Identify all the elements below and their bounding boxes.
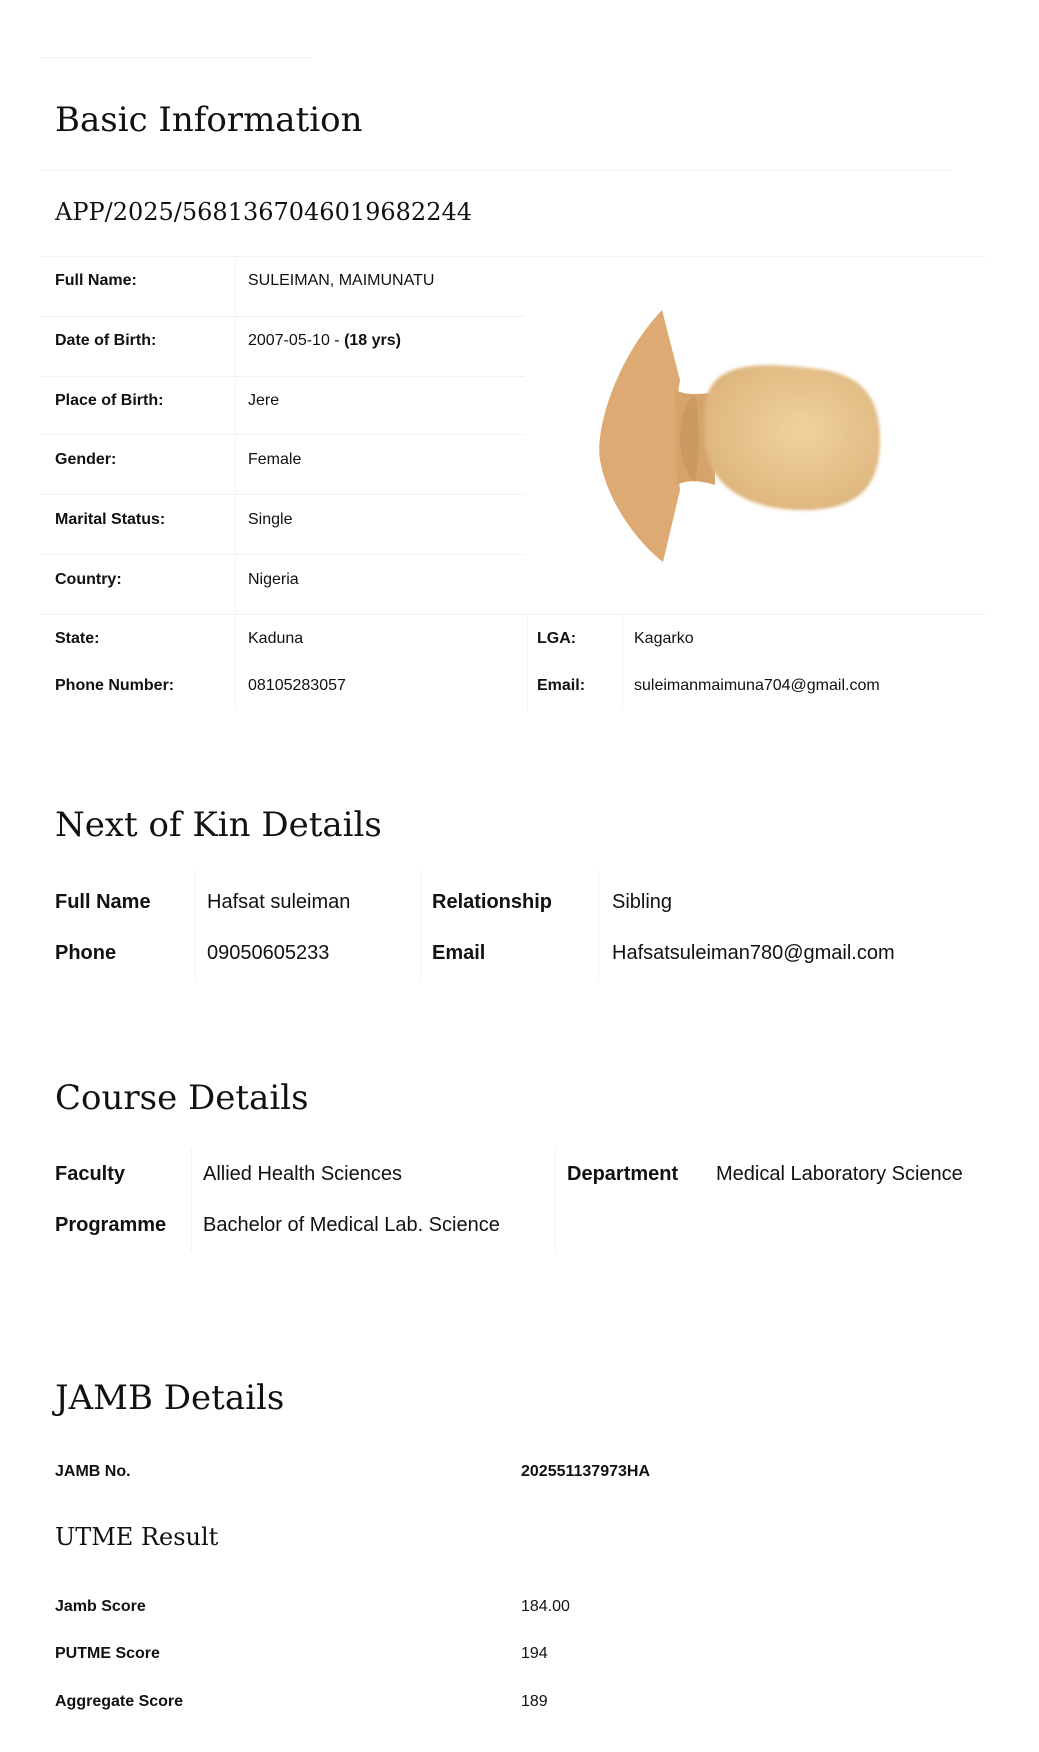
jamb-no-value: 202551137973HA <box>521 1463 651 1480</box>
nok-phone-value: 09050605233 <box>207 942 330 964</box>
email-value: suleimanmaimuna704@gmail.com <box>634 677 880 694</box>
marital-status-label: Marital Status: <box>55 511 166 528</box>
faculty-label: Faculty <box>55 1163 126 1185</box>
nok-phone-label: Phone <box>55 942 117 964</box>
course-details-heading: Course Details <box>55 1078 309 1118</box>
date-of-birth-date: 2007-05-10 - <box>248 332 345 349</box>
marital-status-value: Single <box>248 511 293 528</box>
passport-photo <box>595 300 895 570</box>
jamb-no-label: JAMB No. <box>55 1463 131 1480</box>
place-of-birth-label: Place of Birth: <box>55 392 164 409</box>
email-label: Email: <box>537 677 586 694</box>
date-of-birth-label: Date of Birth: <box>55 332 157 349</box>
nok-relationship-value: Sibling <box>612 891 673 913</box>
putme-score-label: PUTME Score <box>55 1645 160 1662</box>
department-value: Medical Laboratory Science <box>716 1163 963 1185</box>
gender-value: Female <box>248 451 302 468</box>
nok-full-name-label: Full Name <box>55 891 151 913</box>
next-of-kin-heading: Next of Kin Details <box>55 805 382 845</box>
jamb-score-label: Jamb Score <box>55 1598 146 1615</box>
age-badge: (18 yrs) <box>344 332 401 349</box>
jamb-score-value: 184.00 <box>521 1598 570 1615</box>
date-of-birth-value <box>248 332 401 350</box>
gender-label: Gender: <box>55 451 117 468</box>
place-of-birth-value: Jere <box>248 392 280 409</box>
aggregate-score-label: Aggregate Score <box>55 1693 184 1710</box>
phone-number-value: 08105283057 <box>248 677 346 694</box>
application-number: APP/2025/5681367046019682244 <box>55 198 472 226</box>
lga-value: Kagarko <box>634 630 694 647</box>
country-value: Nigeria <box>248 571 299 588</box>
nok-full-name-value: Hafsat suleiman <box>207 891 351 913</box>
jamb-details-heading: JAMB Details <box>55 1378 285 1418</box>
faculty-value: Allied Health Sciences <box>203 1163 402 1185</box>
lga-label: LGA: <box>537 630 577 647</box>
state-value: Kaduna <box>248 630 304 647</box>
nok-email-value: Hafsatsuleiman780@gmail.com <box>612 942 895 964</box>
putme-score-value: 194 <box>521 1645 548 1662</box>
nok-relationship-label: Relationship <box>432 891 553 913</box>
country-label: Country: <box>55 571 122 588</box>
programme-label: Programme <box>55 1214 167 1236</box>
photo-face <box>705 365 880 510</box>
photo-shoulders <box>599 310 680 562</box>
full-name-label: Full Name: <box>55 272 137 289</box>
aggregate-score-value: 189 <box>521 1693 548 1710</box>
state-label: State: <box>55 630 100 647</box>
programme-value: Bachelor of Medical Lab. Science <box>203 1214 500 1236</box>
full-name-value: SULEIMAN, MAIMUNATU <box>248 272 435 289</box>
department-label: Department <box>567 1163 679 1185</box>
utme-result-heading: UTME Result <box>55 1523 219 1551</box>
nok-email-label: Email <box>432 942 486 964</box>
phone-number-label: Phone Number: <box>55 677 175 694</box>
basic-information-heading: Basic Information <box>55 100 363 140</box>
